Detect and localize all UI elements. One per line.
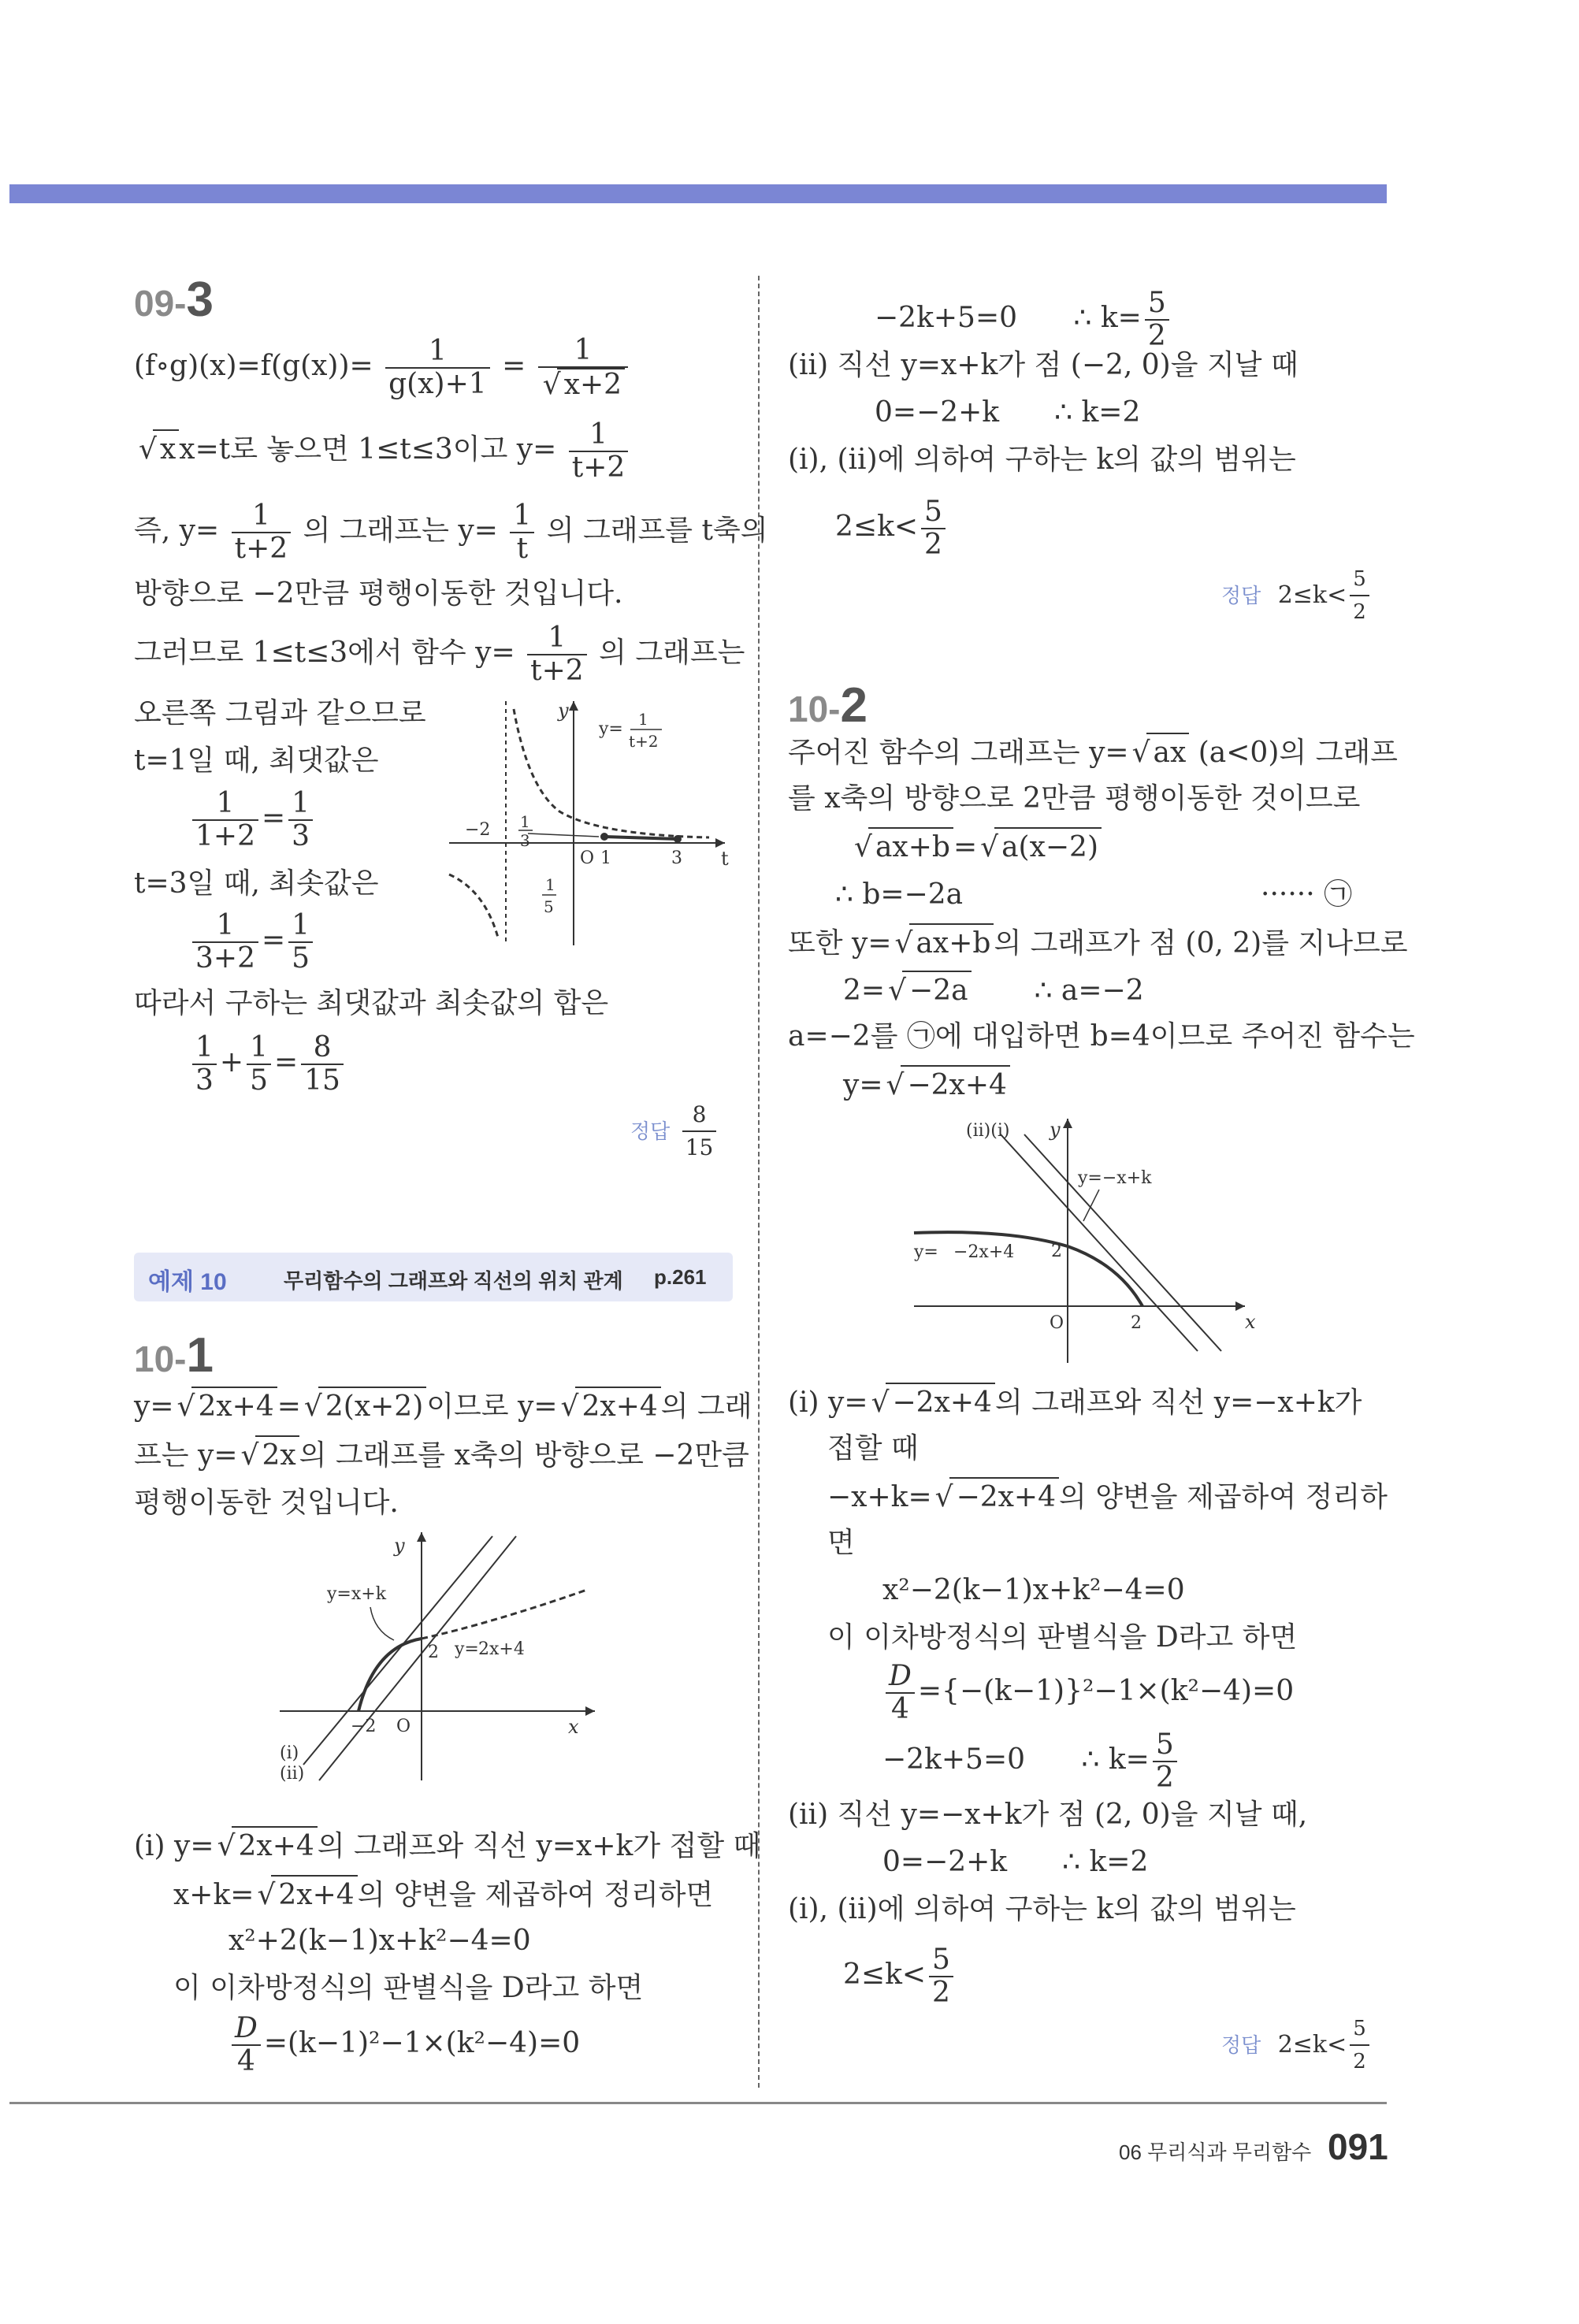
footer-chapter: 06 무리식과 무리함수 bbox=[1119, 2140, 1312, 2164]
text-10-2-case1-b: 접할 때 bbox=[827, 1432, 919, 1465]
text-10-2-case2: (ii) 직선 y=−x+k가 점 (2, 0)을 지날 때, bbox=[788, 1799, 1308, 1831]
example-page: p.261 bbox=[654, 1265, 707, 1289]
text-10-2-line5: 또한 y=√ ax+b 의 그래프가 점 (0, 2)를 지나므로 bbox=[788, 923, 1408, 963]
y-axis-arrow bbox=[1063, 1119, 1072, 1128]
eq-10-2-line3: √ ax+b =√ a(x−2) bbox=[851, 827, 1102, 867]
text-min-at-3: t=3일 때, 최솟값은 bbox=[134, 867, 379, 900]
graph-neg2: −2 bbox=[351, 1717, 377, 1736]
text-shift-amount: 방향으로 −2만큼 평행이동한 것입니다. bbox=[134, 577, 623, 610]
graph-one: 1 bbox=[600, 848, 611, 868]
graph-three: 3 bbox=[671, 848, 682, 868]
eq-10-2-range: 2≤k< $\frac{5}{2}$ bbox=[843, 1944, 957, 2009]
text-10-1-line1: y=√ 2x+4 =√ 2(x+2) 이므로 y=√ 2x+4 의 그래 bbox=[134, 1387, 752, 1426]
graph-origin: O bbox=[1050, 1313, 1064, 1333]
graph-label-i: (i) bbox=[280, 1743, 299, 1763]
graph-origin: O bbox=[580, 848, 595, 868]
text-10-2-case1-d: 면 bbox=[827, 1527, 855, 1559]
x-axis-arrow bbox=[585, 1706, 595, 1716]
graph-t-label: t bbox=[721, 848, 729, 870]
eq-10-2-line4: ∴ b=−2a bbox=[835, 878, 964, 911]
graph-f13-den: 3 bbox=[520, 831, 530, 850]
text-graph-shift: 즉, y= $\frac{1}{t+2}$ 의 그래프는 y= $\frac{1}{t}$ 의 그래프를 t축의 bbox=[134, 499, 768, 565]
text-max-at-1: t=1일 때, 최댓값은 bbox=[134, 744, 379, 777]
text-10-2-line2: 를 x축의 방향으로 2만큼 평행이동한 것이므로 bbox=[788, 782, 1361, 815]
text-10-1-case1: (i) y=√ 2x+4 의 그래프와 직선 y=x+k가 접할 때 bbox=[134, 1826, 760, 1866]
eq-right-top-3: 0=−2+k ∴ k=2 bbox=[875, 396, 1141, 429]
graph-ii-i: (ii)(i) bbox=[966, 1121, 1010, 1141]
text-10-1-case1-b: x+k=√ 2x+4 의 양변을 제곱하여 정리하면 bbox=[173, 1875, 713, 1914]
eq-composition: (f∘g)(x)=f(g(x))= $\frac{1}{g(x)+1}$ = 1 √ x+2 bbox=[134, 335, 631, 401]
eq-10-1-discriminant: $\frac{D}{4}$ =(k−1)²−1×(k²−4)=0 bbox=[228, 2013, 580, 2077]
graph-two-y: 2 bbox=[1051, 1242, 1062, 1261]
text-10-2-line1: 주어진 함수의 그래프는 y=√ ax (a<0)의 그래프 bbox=[788, 733, 1398, 772]
text-10-2-line7: a=−2를 ㉠에 대입하면 b=4이므로 주어진 함수는 bbox=[788, 1020, 1415, 1052]
line-label-pointer bbox=[370, 1607, 394, 1640]
graph-x-label: x bbox=[568, 1716, 579, 1738]
graph-func-den: t+2 bbox=[629, 732, 659, 751]
text-10-1-line2: 프는 y=√ 2x 의 그래프를 x축의 방향으로 −2만큼 bbox=[134, 1435, 749, 1475]
curve-sqrt bbox=[914, 1232, 1142, 1306]
text-10-2-case1: (i) y=√ −2x+4 의 그래프와 직선 y=−x+k가 bbox=[788, 1383, 1362, 1422]
graph-label-ii: (ii) bbox=[280, 1764, 305, 1784]
section-title-09-3: 09-3 bbox=[134, 273, 214, 327]
graph-line-label: y=−x+k bbox=[1078, 1168, 1152, 1188]
eq-max-value: $\frac{1}{1+2}$ = $\frac{1}{3}$ bbox=[189, 788, 316, 852]
eq-10-1-quadratic: x²+2(k−1)x+k²−4=0 bbox=[228, 1925, 531, 1957]
graph-y-label: y bbox=[1050, 1119, 1061, 1141]
point-min bbox=[674, 835, 682, 843]
graph-f15-den: 5 bbox=[544, 897, 554, 916]
example-label: 예제 10 bbox=[148, 1269, 227, 1295]
graph-10-1 bbox=[272, 1528, 603, 1788]
graph-func-pre: y= bbox=[599, 719, 623, 739]
text-10-2-discriminant: 이 이차방정식의 판별식을 D라고 하면 bbox=[827, 1621, 1298, 1654]
point-max bbox=[600, 833, 608, 841]
answer-10-2: 정답 2≤k< $\frac{5}{2}$ bbox=[1221, 2013, 1373, 2077]
graph-two-x: 2 bbox=[1131, 1313, 1142, 1333]
eq-right-top-5: 2≤k< $\frac{5}{2}$ bbox=[835, 496, 949, 561]
graph-curve-rad: 2x+4 bbox=[478, 1639, 525, 1659]
eq-10-2-line6: 2=√ −2a ∴ a=−2 bbox=[843, 971, 1144, 1010]
text-see-figure: 오른쪽 그림과 같으므로 bbox=[134, 697, 426, 729]
text-function-domain: 그러므로 1≤t≤3에서 함수 y= $\frac{1}{t+2}$ 의 그래프는 bbox=[134, 622, 745, 687]
curve-solid-segment bbox=[604, 837, 678, 839]
graph-curve-pre: y= bbox=[455, 1639, 479, 1659]
line-ii bbox=[1001, 1134, 1198, 1351]
eq-10-2-discriminant: $\frac{D}{4}$ ={−(k−1)}²−1×(k²−4)=0 bbox=[882, 1661, 1294, 1725]
y-axis-arrow bbox=[417, 1532, 426, 1542]
section-title-10-2: 10-2 bbox=[788, 678, 868, 733]
eq-right-top-1: −2k+5=0 ∴ k= $\frac{5}{2}$ bbox=[875, 288, 1172, 352]
graph-two: 2 bbox=[428, 1643, 439, 1662]
graph-y-label: y bbox=[558, 700, 569, 722]
graph-curve-pre: y= bbox=[914, 1242, 938, 1262]
t-axis-arrow bbox=[715, 838, 725, 848]
example-title: 무리함수의 그래프와 직선의 위치 관계 bbox=[284, 1269, 623, 1293]
graph-func-num: 1 bbox=[638, 710, 648, 729]
curve-solid bbox=[359, 1639, 422, 1711]
text-sum-intro: 따라서 구하는 최댓값과 최솟값의 합은 bbox=[134, 987, 609, 1019]
example-banner bbox=[134, 1253, 733, 1301]
answer-10-1: 정답 2≤k< $\frac{5}{2}$ bbox=[1221, 563, 1373, 628]
graph-line-label: y=x+k bbox=[327, 1584, 387, 1604]
graph-x-label: x bbox=[1245, 1311, 1256, 1333]
graph-curve-rad: −2x+4 bbox=[953, 1242, 1015, 1262]
eq-10-2-line8: y=√ −2x+4 bbox=[843, 1065, 1010, 1104]
eq-10-2-k: −2k+5=0 ∴ k= $\frac{5}{2}$ bbox=[882, 1729, 1180, 1794]
graph-origin: O bbox=[396, 1717, 411, 1736]
y-axis-arrow bbox=[569, 701, 578, 711]
footer-page-number: 091 bbox=[1328, 2126, 1388, 2167]
graph-neg2: −2 bbox=[465, 820, 491, 840]
graph-f13-num: 1 bbox=[520, 812, 530, 831]
section-title-10-1: 10-1 bbox=[134, 1328, 214, 1383]
x-axis-arrow bbox=[1235, 1301, 1245, 1311]
graph-y-label: y bbox=[394, 1535, 405, 1557]
curve-left-branch bbox=[449, 874, 498, 937]
text-10-1-line3: 평행이동한 것입니다. bbox=[134, 1487, 399, 1519]
eq-min-value: $\frac{1}{3+2}$ = $\frac{1}{5}$ bbox=[189, 910, 316, 975]
text-right-top-2: (ii) 직선 y=x+k가 점 (−2, 0)을 지날 때 bbox=[788, 349, 1298, 381]
eq-10-2-case2: 0=−2+k ∴ k=2 bbox=[882, 1846, 1149, 1878]
text-10-2-case1-c: −x+k=√ −2x+4 의 양변을 제곱하여 정리하 bbox=[827, 1477, 1388, 1517]
pointer-line bbox=[528, 833, 599, 837]
text-substitution: √ x x=t로 놓으면 1≤t≤3이고 y= $\frac{1}{t+2}$ bbox=[134, 419, 631, 484]
text-right-top-4: (i), (ii)에 의하여 구하는 k의 값의 범위는 bbox=[788, 444, 1296, 476]
graph-f15-num: 1 bbox=[545, 875, 555, 894]
text-10-1-discriminant: 이 이차방정식의 판별식을 D라고 하면 bbox=[173, 1972, 644, 2004]
graph-09-3 bbox=[441, 693, 733, 953]
header-bar bbox=[9, 184, 1387, 203]
tag-10-2-line4: ······ ㉠ bbox=[1261, 878, 1353, 911]
line-label-pointer bbox=[1083, 1190, 1099, 1221]
eq-10-2-quadratic: x²−2(k−1)x+k²−4=0 bbox=[882, 1574, 1185, 1606]
eq-sum: $\frac{1}{3}$ + $\frac{1}{5}$ = $\frac{8}{15}$ bbox=[189, 1032, 347, 1097]
text-10-2-range: (i), (ii)에 의하여 구하는 k의 값의 범위는 bbox=[788, 1893, 1296, 1925]
graph-10-2 bbox=[906, 1111, 1261, 1371]
answer-09-3: 정답 $\frac{8}{15}$ bbox=[630, 1099, 719, 1164]
footer-rule bbox=[9, 2102, 1387, 2104]
